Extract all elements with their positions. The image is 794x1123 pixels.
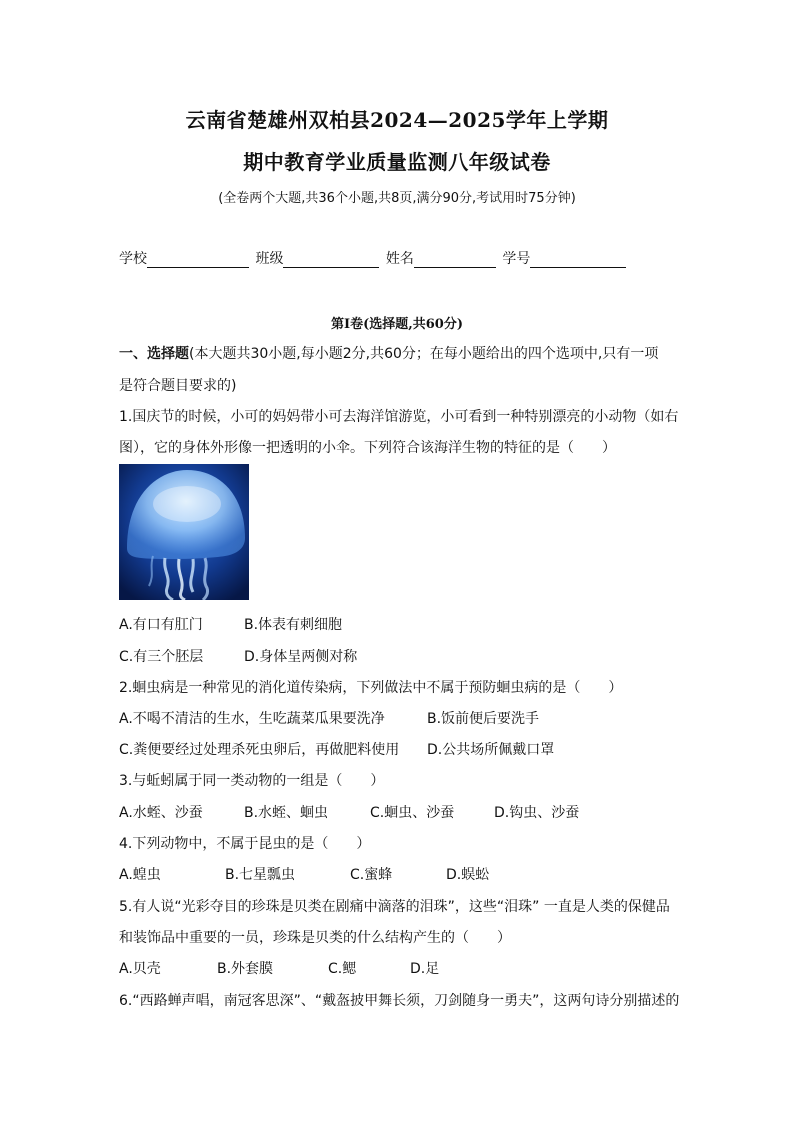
q1-stem-line2: 图），它的身体外形像一把透明的小伞。下列符合该海洋生物的特征的是（ ） xyxy=(119,440,616,456)
q3-option-a[interactable]: A.水蛭、沙蚕 xyxy=(119,805,203,821)
q4-option-b[interactable]: B.七星瓢虫 xyxy=(225,867,296,883)
q1-option-a[interactable]: A.有口有肛门 xyxy=(119,617,203,633)
name-blank[interactable] xyxy=(414,253,496,268)
q5-option-b[interactable]: B.外套膜 xyxy=(217,961,274,977)
q5-option-d[interactable]: D.足 xyxy=(410,961,440,977)
q3-option-b[interactable]: B.水蛭、蛔虫 xyxy=(244,805,329,821)
q6-stem-line1: 6.“西路蝉声唱，南冠客思深”、“戴盔披甲舞长须，刀剑随身一勇夫”，这两句诗分别描述的 xyxy=(119,993,680,1009)
q3-stem: 3.与蚯蚓属于同一类动物的一组是（ ） xyxy=(119,773,385,789)
exam-subtitle: (全卷两个大题,共36个小题,共8页,满分90分,考试用时75分钟) xyxy=(218,191,576,206)
q3-option-c[interactable]: C.蛔虫、沙蚕 xyxy=(370,805,455,821)
q1-stem-line1: 1.国庆节的时候，小可的妈妈带小可去海洋馆游览，小可看到一种特别漂亮的小动物（如右 xyxy=(119,409,679,425)
jellyfish-icon xyxy=(119,464,249,600)
school-label: 学校 xyxy=(119,251,147,267)
q5-stem-line2: 和装饰品中重要的一员，珍珠是贝类的什么结构产生的（ ） xyxy=(119,930,511,946)
q1-option-d[interactable]: D.身体呈两侧对称 xyxy=(244,649,358,665)
q4-option-c[interactable]: C.蜜蜂 xyxy=(350,867,393,883)
q1-option-c[interactable]: C.有三个胚层 xyxy=(119,649,204,665)
q2-option-c[interactable]: C.粪便要经过处理杀死虫卵后，再做肥料使用 xyxy=(119,742,400,758)
class-blank[interactable] xyxy=(283,253,379,268)
q3-option-d[interactable]: D.钩虫、沙蚕 xyxy=(494,805,580,821)
jellyfish-image xyxy=(119,464,249,600)
exam-title-line2: 期中教育学业质量监测八年级试卷 xyxy=(243,150,551,174)
school-blank[interactable] xyxy=(147,253,249,268)
student-no-label: 学号 xyxy=(502,251,531,267)
q4-stem: 4.下列动物中，不属于昆虫的是（ ） xyxy=(119,836,371,852)
class-label: 班级 xyxy=(255,251,284,267)
exam-title-line1: 云南省楚雄州双柏县2024—2025学年上学期 xyxy=(185,108,609,132)
q4-option-a[interactable]: A.蝗虫 xyxy=(119,867,161,883)
q4-option-d[interactable]: D.蜈蚣 xyxy=(446,867,490,883)
name-label: 姓名 xyxy=(385,251,414,267)
section-instructions-line2: 是符合题目要求的) xyxy=(119,378,237,394)
q5-option-c[interactable]: C.鳃 xyxy=(328,961,357,977)
q2-option-b[interactable]: B.饭前便后要洗手 xyxy=(427,711,540,727)
section-title: 第I卷(选择题,共60分) xyxy=(331,317,463,332)
q2-stem: 2.蛔虫病是一种常见的消化道传染病，下列做法中不属于预防蛔虫病的是（ ） xyxy=(119,680,623,696)
part-label: 一、选择题 xyxy=(119,346,189,362)
q1-option-b[interactable]: B.体表有刺细胞 xyxy=(244,617,343,633)
q5-option-a[interactable]: A.贝壳 xyxy=(119,961,161,977)
section-instructions-line1 xyxy=(119,343,658,363)
q2-option-d[interactable]: D.公共场所佩戴口罩 xyxy=(427,742,555,758)
instructions-text: (本大题共30小题,每小题2分,共60分；在每小题给出的四个选项中,只有一项 xyxy=(189,346,659,362)
student-no-blank[interactable] xyxy=(530,253,626,268)
q5-stem-line1: 5.有人说“光彩夺目的珍珠是贝类在剧痛中滴落的泪珠”，这些“泪珠” 一直是人类的保健品 xyxy=(119,899,670,915)
q2-option-a[interactable]: A.不喝不清洁的生水，生吃蔬菜瓜果要洗净 xyxy=(119,711,385,727)
student-info-row xyxy=(119,248,628,268)
